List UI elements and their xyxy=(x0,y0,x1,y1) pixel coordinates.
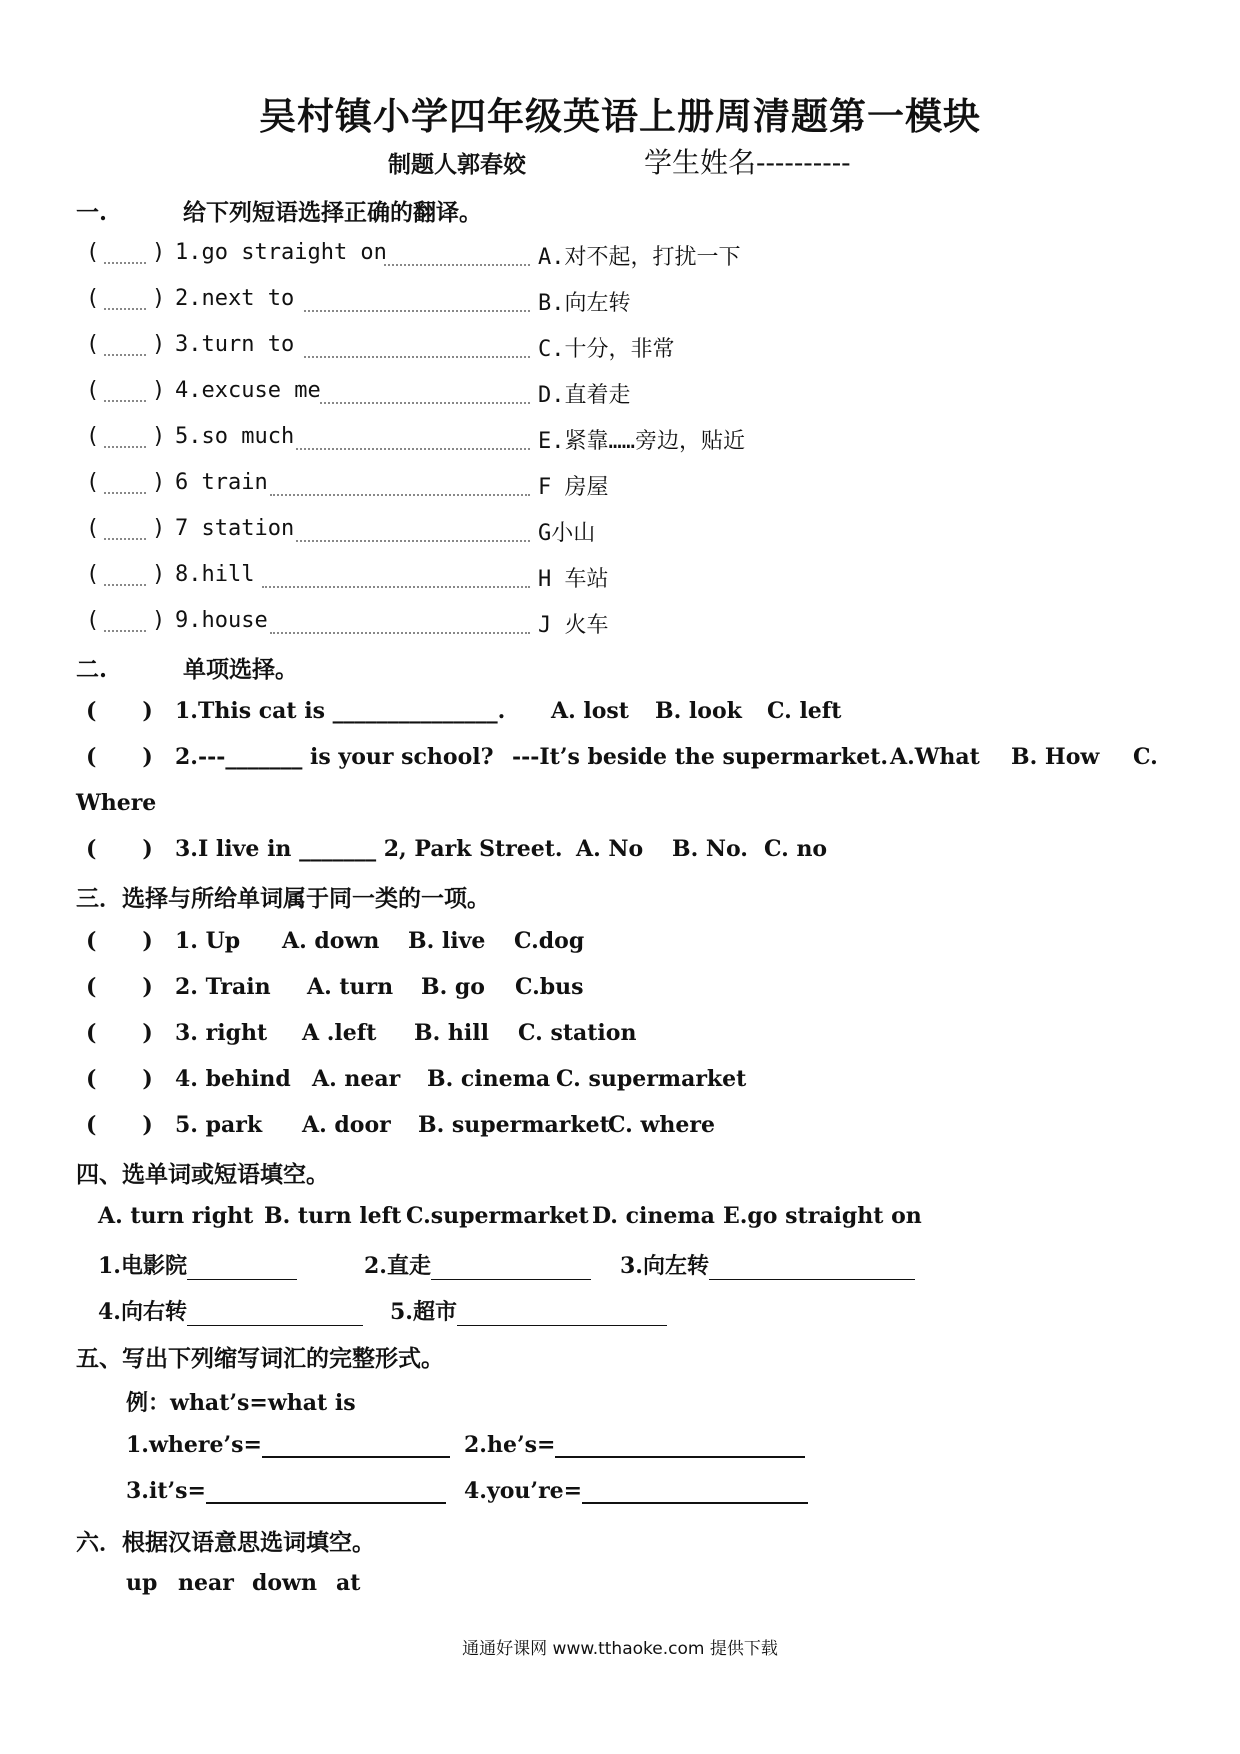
option-a: A. near xyxy=(312,1066,401,1092)
option-c: C.bus xyxy=(515,974,584,1000)
section1-title: 给下列短语选择正确的翻译。 xyxy=(183,199,483,226)
answer-blank[interactable] xyxy=(104,296,146,315)
translation-option: F 房屋 xyxy=(538,475,609,500)
section5-heading: 五、写出下列缩写词汇的完整形式。 xyxy=(76,1345,444,1372)
answer-blank[interactable] xyxy=(104,388,146,407)
phrase: 5.so much xyxy=(175,424,295,449)
abbrev-item: 3.it’s= xyxy=(126,1478,446,1504)
answer-paren: ) xyxy=(152,424,166,449)
given-word: 2. Train xyxy=(175,974,271,1000)
answer-paren: ) xyxy=(152,516,166,541)
question-stem: 1.This cat is _______________. xyxy=(175,698,506,724)
answer-blank[interactable] xyxy=(104,572,146,591)
translation-option: E.紧靠……旁边，贴近 xyxy=(538,429,745,454)
abbrev-item: 2.he’s= xyxy=(464,1432,805,1458)
author-line: 制题人郭春姣 xyxy=(388,151,526,178)
option-b: B. cinema xyxy=(427,1066,551,1092)
answer-paren: ( ) xyxy=(86,698,153,724)
answer-paren: ( xyxy=(86,470,100,495)
dot-leader xyxy=(270,620,530,639)
footer-credit: 通通好课网 www.tthaoke.com 提供下载 xyxy=(462,1639,778,1659)
option-a: A .left xyxy=(302,1020,377,1046)
answer-paren: ) xyxy=(152,562,166,587)
question-stem: 3.I live in _______ 2, Park Street. xyxy=(175,836,563,862)
section1-number: 一. xyxy=(76,199,108,226)
answer-paren: ( ) xyxy=(86,1112,153,1138)
answer-blank[interactable] xyxy=(104,526,146,545)
section4-heading: 四、选单词或短语填空。 xyxy=(76,1161,329,1188)
answer-paren: ( xyxy=(86,378,100,403)
translation-option: H 车站 xyxy=(538,567,609,592)
section2-heading xyxy=(76,651,298,684)
phrase: 6 train xyxy=(175,470,268,495)
fill-blank[interactable] xyxy=(457,1307,667,1326)
question-stem: 2.---_______ is your school? xyxy=(175,744,494,770)
answer-paren: ) xyxy=(152,332,166,357)
answer-paren: ( xyxy=(86,240,100,265)
blank-item: 3.向左转 xyxy=(620,1249,915,1280)
option-c: C. xyxy=(1133,744,1158,770)
option-b: B. hill xyxy=(414,1020,489,1046)
fill-blank[interactable] xyxy=(206,1484,446,1504)
word-bank-item: up xyxy=(126,1570,158,1596)
phrase: 7 station xyxy=(175,516,295,541)
answer-blank[interactable] xyxy=(104,480,146,499)
answer-paren: ) xyxy=(152,240,166,265)
translation-option: C.十分，非常 xyxy=(538,337,675,362)
answer-paren: ( xyxy=(86,286,100,311)
dot-leader xyxy=(262,574,530,593)
section1-heading xyxy=(76,194,482,227)
page-title: 吴村镇小学四年级英语上册周清题第一模块 xyxy=(259,94,981,138)
option-a: A. lost xyxy=(551,698,629,724)
option-c: C. supermarket xyxy=(556,1066,747,1092)
section2-number: 二. xyxy=(76,656,108,683)
fill-blank[interactable] xyxy=(555,1438,805,1458)
blank-item: 4.向右转 xyxy=(98,1295,363,1326)
phrase: 3.turn to xyxy=(175,332,295,357)
option-c: C. left xyxy=(767,698,842,724)
option-a: A. door xyxy=(302,1112,391,1138)
word-bank-item: near xyxy=(178,1570,234,1596)
blank-item: 2.直走 xyxy=(364,1249,591,1280)
dot-leader xyxy=(270,482,530,501)
fill-blank[interactable] xyxy=(431,1261,591,1280)
phrase: 2.next to xyxy=(175,286,295,311)
option-b: B. live xyxy=(408,928,486,954)
blank-item: 5.超市 xyxy=(390,1295,667,1326)
option-c: C. no xyxy=(764,836,828,862)
student-name-field: 学生姓名---------- xyxy=(644,146,851,179)
option-c: C. station xyxy=(518,1020,637,1046)
option-b: B. supermarket xyxy=(418,1112,610,1138)
answer-paren: ( xyxy=(86,516,100,541)
dot-leader xyxy=(320,390,530,409)
abbrev-item: 4.you’re= xyxy=(464,1478,808,1504)
answer-paren: ) xyxy=(152,608,166,633)
answer-blank[interactable] xyxy=(104,342,146,361)
option-c: C. where xyxy=(608,1112,715,1138)
answer-paren: ( ) xyxy=(86,928,153,954)
answer-paren: ( xyxy=(86,562,100,587)
translation-option: G小山 xyxy=(538,521,596,546)
dot-leader xyxy=(304,298,530,317)
option-c: C.dog xyxy=(514,928,585,954)
option-a: A. turn xyxy=(307,974,394,1000)
answer-paren: ( ) xyxy=(86,974,153,1000)
word-bank-item: at xyxy=(336,1570,361,1596)
option-b: B. go xyxy=(421,974,485,1000)
answer-blank[interactable] xyxy=(104,618,146,637)
translation-option: A.对不起，打扰一下 xyxy=(538,245,741,270)
phrase: 1.go straight on xyxy=(175,240,387,265)
section2-title: 单项选择。 xyxy=(183,656,299,683)
dot-leader xyxy=(304,344,530,363)
answer-paren: ( xyxy=(86,332,100,357)
fill-blank[interactable] xyxy=(262,1438,450,1458)
example-line: 例：what’s=what is xyxy=(126,1390,356,1416)
answer-paren: ) xyxy=(152,378,166,403)
blank-item: 1.电影院 xyxy=(98,1249,297,1280)
answer-paren: ) xyxy=(152,470,166,495)
given-word: 1. Up xyxy=(175,928,241,954)
option-a: A.What xyxy=(890,744,980,770)
abbrev-item: 1.where’s= xyxy=(126,1432,450,1458)
answer-paren: ) xyxy=(152,286,166,311)
translation-option: B.向左转 xyxy=(538,291,631,316)
fill-blank[interactable] xyxy=(582,1484,808,1504)
answer-paren: ( ) xyxy=(86,744,153,770)
option-c-continued: Where xyxy=(76,790,157,816)
option-c: C.supermarket xyxy=(406,1203,589,1229)
answer-paren: ( ) xyxy=(86,836,153,862)
option-a: A. down xyxy=(282,928,380,954)
given-word: 3. right xyxy=(175,1020,268,1046)
answer-sentence: ---It’s beside the supermarket. xyxy=(512,744,889,770)
option-a: A. No xyxy=(576,836,644,862)
section6-heading: 六．根据汉语意思选词填空。 xyxy=(76,1529,375,1556)
dot-leader xyxy=(384,252,530,271)
answer-paren: ( xyxy=(86,608,100,633)
dot-leader xyxy=(296,436,530,455)
answer-paren: ( ) xyxy=(86,1020,153,1046)
answer-paren: ( xyxy=(86,424,100,449)
given-word: 5. park xyxy=(175,1112,263,1138)
fill-blank[interactable] xyxy=(187,1261,297,1280)
answer-paren: ( ) xyxy=(86,1066,153,1092)
section3-heading: 三．选择与所给单词属于同一类的一项。 xyxy=(76,885,490,912)
option-b: B. How xyxy=(1011,744,1100,770)
translation-option: D.直着走 xyxy=(538,383,631,408)
phrase: 8.hill xyxy=(175,562,255,587)
option-d: D. cinema xyxy=(592,1203,715,1229)
option-a: A. turn right xyxy=(98,1203,254,1229)
word-bank-item: down xyxy=(252,1570,317,1596)
dot-leader xyxy=(296,528,530,547)
option-b: B. look xyxy=(655,698,742,724)
fill-blank[interactable] xyxy=(187,1307,363,1326)
given-word: 4. behind xyxy=(175,1066,291,1092)
option-b: B. turn left xyxy=(264,1203,402,1229)
phrase: 9.house xyxy=(175,608,268,633)
translation-option: J 火车 xyxy=(538,613,609,638)
option-b: B. No. xyxy=(672,836,748,862)
fill-blank[interactable] xyxy=(709,1261,915,1280)
answer-blank[interactable] xyxy=(104,250,146,269)
phrase: 4.excuse me xyxy=(175,378,321,403)
answer-blank[interactable] xyxy=(104,434,146,453)
option-e: E.go straight on xyxy=(723,1203,922,1229)
